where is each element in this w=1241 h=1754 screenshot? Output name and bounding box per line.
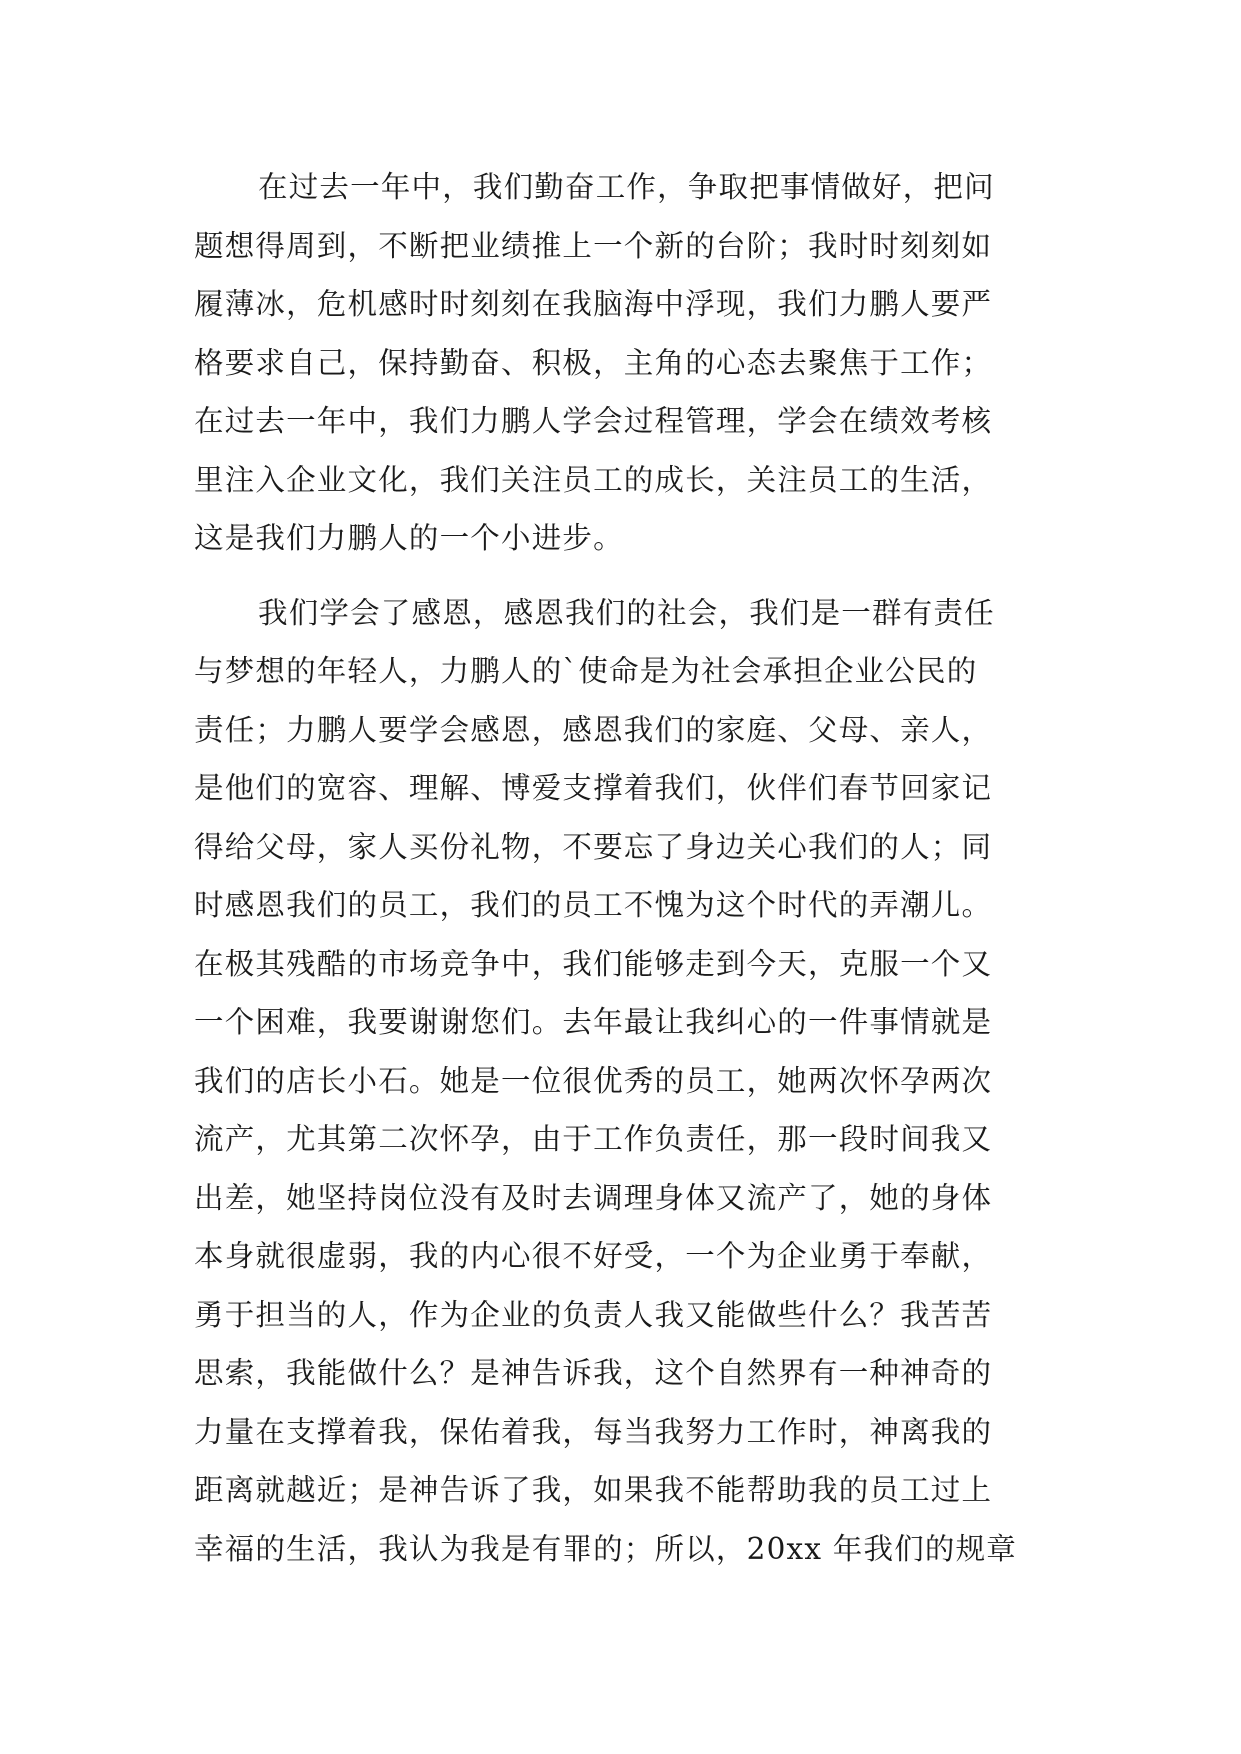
text-line: 流产，尤其第二次怀孕，由于工作负责任，那一段时间我又: [194, 1122, 993, 1156]
text-line: 思索，我能做什么？是神告诉我，这个自然界有一种神奇的: [194, 1356, 993, 1390]
text-line: 一个困难，我要谢谢您们。去年最让我纠心的一件事情就是: [194, 1005, 993, 1039]
text-line: 是他们的宽容、理解、博爱支撑着我们，伙伴们春节回家记: [194, 771, 993, 805]
paragraph-2: [194, 584, 1064, 1579]
text-line: 距离就越近；是神告诉了我，如果我不能帮助我的员工过上: [194, 1473, 993, 1507]
text-line: 勇于担当的人，作为企业的负责人我又能做些什么？我苦苦: [194, 1297, 993, 1332]
text-line: 责任；力鹏人要学会感恩，感恩我们的家庭、父母、亲人，: [194, 712, 993, 747]
text-line: 在过去一年中，我们勤奋工作，争取把事情做好，把问: [258, 170, 995, 204]
text-line: 在极其残酷的市场竞争中，我们能够走到今天，克服一个又: [194, 946, 993, 981]
text-line: 力量在支撑着我，保佑着我，每当我努力工作时，神离我的: [194, 1414, 993, 1449]
text-line: 里注入企业文化，我们关注员工的成长，关注员工的生活，: [194, 462, 993, 497]
document-body: [194, 158, 1064, 1578]
text-line: 本身就很虚弱，我的内心很不好受，一个为企业勇于奉献，: [194, 1239, 993, 1273]
text-line: 与梦想的年轻人，力鹏人的`使命是为社会承担企业公民的: [194, 654, 978, 688]
text-line: 我们学会了感恩，感恩我们的社会，我们是一群有责任: [258, 595, 995, 630]
text-line: 履薄冰，危机感时时刻刻在我脑海中浮现，我们力鹏人要严: [194, 287, 993, 321]
text-line: 这是我们力鹏人的一个小进步。: [194, 521, 624, 555]
text-line: 格要求自己，保持勤奋、积极，主角的心态去聚焦于工作；: [194, 345, 993, 380]
text-line: 时感恩我们的员工，我们的员工不愧为这个时代的弄潮儿。: [194, 888, 993, 922]
text-line: 我们的店长小石。她是一位很优秀的员工，她两次怀孕两次: [194, 1063, 993, 1098]
text-line: 题想得周到，不断把业绩推上一个新的台阶；我时时刻刻如: [194, 228, 993, 263]
text-line: 得给父母，家人买份礼物，不要忘了身边关心我们的人；同: [194, 829, 993, 864]
text-line: 出差，她坚持岗位没有及时去调理身体又流产了，她的身体: [194, 1180, 993, 1215]
text-line: 幸福的生活，我认为我是有罪的；所以，20xx 年我们的规章: [194, 1531, 1017, 1566]
text-line: 在过去一年中，我们力鹏人学会过程管理，学会在绩效考核: [194, 404, 993, 438]
paragraph-1: [194, 158, 1064, 568]
paragraph-spacing: [194, 568, 1064, 584]
